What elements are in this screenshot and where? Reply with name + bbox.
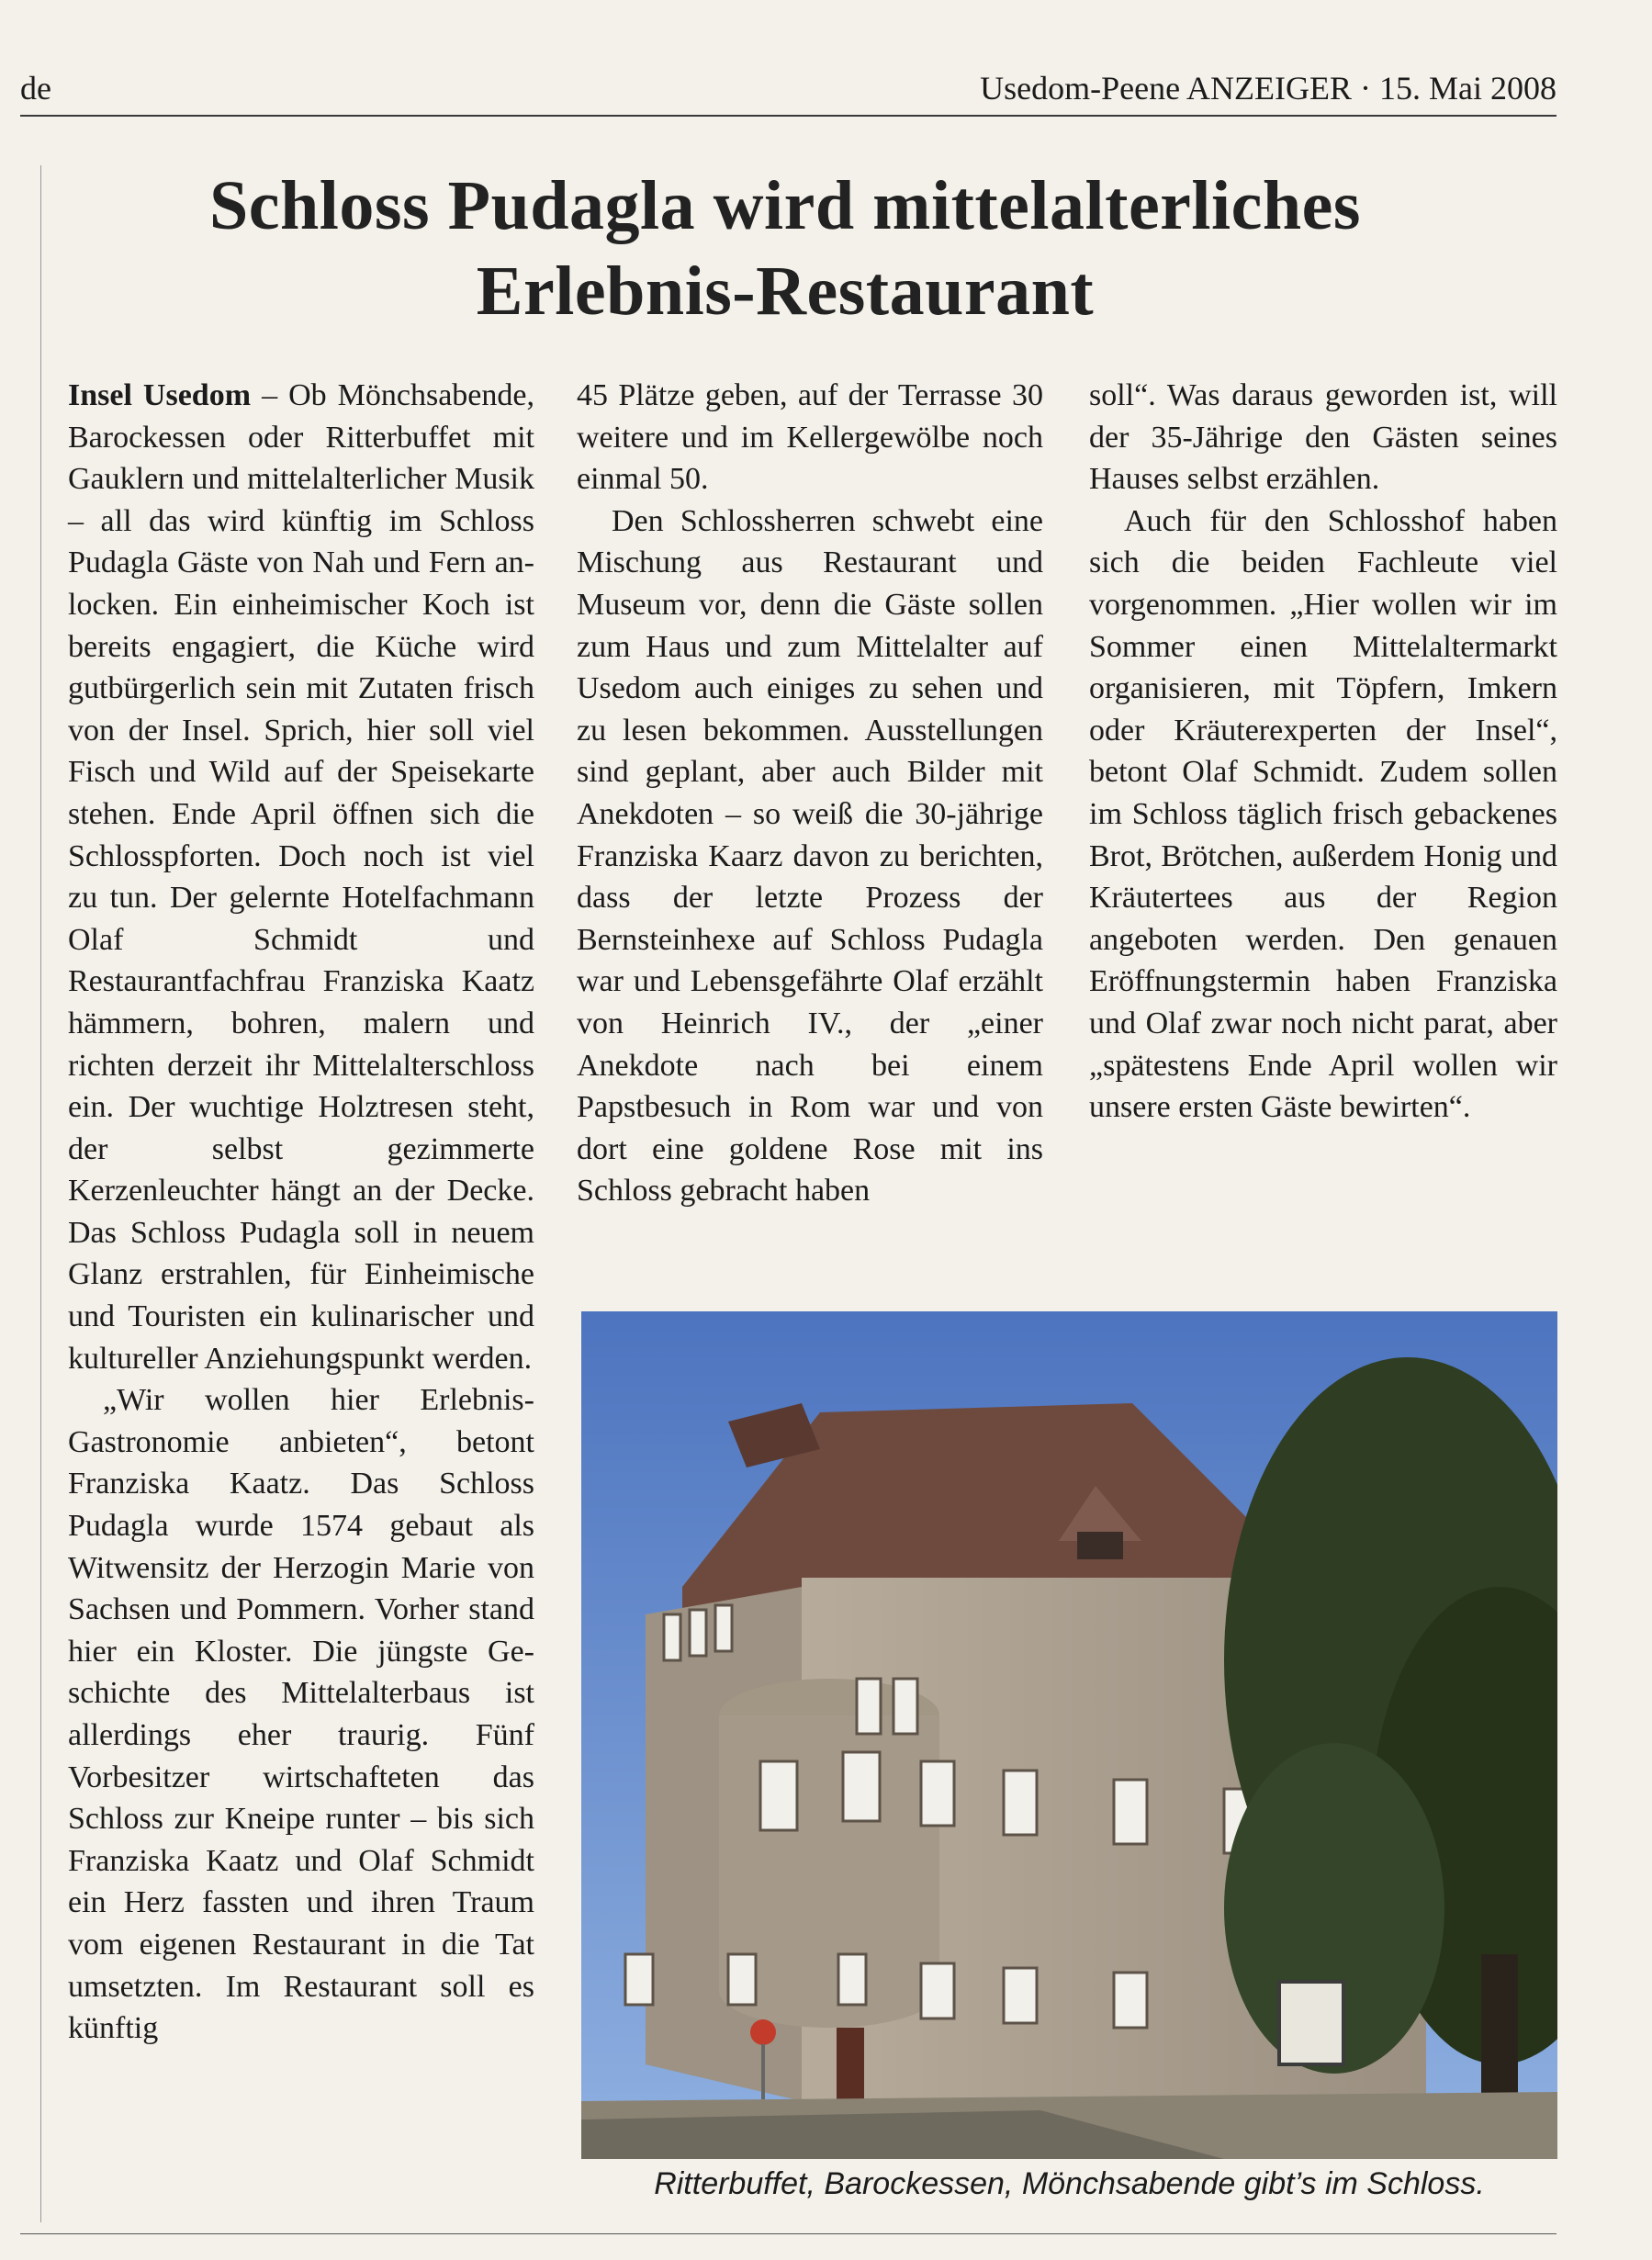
paragraph: Auch für den Schlosshof haben sich die beiden Fachleute viel vorgenommen. „Hier wollen wir im Sommer einen Mittelaltermarkt organisieren, mit Töpfern, Imkern oder Kräuterexperten der Insel“, betont Olaf Schmidt. Zudem sollen im Schloss täglich frisch gebackenes Brot, Brötchen, außerdem Honig und Kräutertees aus der Region angeboten werden. Den genauen Eröffnungstermin haben Franziska und Olaf zwar noch nicht parat, aber „spätestens Ende April wollen wir unsere ersten Gäste bewirten“.: [1089, 503, 1557, 1125]
castle-photo: [581, 1311, 1557, 2159]
paragraph-text: – Ob Mönchsabende, Barockessen oder Ritterbuffet mit Gauklern und mittelalterlicher Musik – all das wird künftig im Schloss Pudagla Gäste von Nah und Fern anlocken. Ein einheimischer Koch ist bereits engagiert, die Küche wird gutbürgerlich sein mit Zutaten frisch von der Insel. Sprich, hier soll viel Fisch und Wild auf der Speisekarte stehen. Ende April öffnen sich die Schlosspforten. Doch noch ist viel zu tun. Der gelernte Hotelfachmann Olaf Schmidt und Restaurantfachfrau Franziska Kaatz hämmern, bohren, malern und richten derzeit ihr Mittelalterschloss ein. Der wuchtige Holztresen steht, der selbst gezimmerte Kerzenleuchter hängt an der Decke. Das Schloss Pudagla soll in neuem Glanz erstrahlen, für Einheimische und Touristen ein kulinarischer und kultureller Anziehungspunkt werden.: [68, 378, 534, 1376]
article-column-2: [577, 375, 1043, 1212]
paragraph: soll“. Was daraus geworden ist, will der 35-Jährige den Gästen seines Hauses selbst erzählen.: [1089, 378, 1557, 497]
article-column-1: [68, 375, 534, 2050]
header-rule: [20, 115, 1556, 117]
castle-photo-icon: [581, 1311, 1557, 2159]
dateline: Insel Usedom: [68, 378, 252, 412]
paragraph: [68, 375, 534, 1379]
bottom-rule: [20, 2233, 1556, 2234]
article-column-3: [1089, 375, 1557, 1129]
section-label: de: [20, 70, 51, 107]
paragraph: „Wir wollen hier Erlebnis-Gastronomie anbieten“, betont Franziska Kaatz. Das Schloss Pudagla wurde 1574 gebaut als Witwensitz der Herzogin Marie von Sachsen und Pommern. Vorher stand hier ein Kloster. Die jüngste Geschichte des Mittelalterbaus ist allerdings eher traurig. Fünf Vorbesitzer wirtschafteten das Schloss zur Kneipe runter – bis sich Franziska Kaatz und Olaf Schmidt ein Herz fassten und ihren Traum vom eigenen Restaurant in die Tat umsetzten. Im Restaurant soll es künftig: [68, 1383, 534, 2046]
headline-line-2: Erlebnis-Restaurant: [476, 253, 1095, 330]
article-headline: [64, 163, 1506, 334]
paragraph: Den Schlossherren schwebt eine Mischung aus Restaurant und Museum vor, denn die Gäste sollen zum Haus und zum Mittelalter auf Usedom auch einiges zu sehen und zu lesen bekommen. Ausstellungen sind geplant, aber auch Bilder mit Anekdoten – so weiß die 30-jährige Franziska Kaarz davon zu berichten, dass der letzte Prozess der Bernsteinhexe auf Schloss Pudagla war und Lebensgefährte Olaf erzählt von Heinrich IV., der „einer Anekdote nach bei einem Papstbesuch in Rom war und von dort eine goldene Rose mit ins Schloss gebracht haben: [577, 503, 1043, 1209]
paragraph: 45 Plätze geben, auf der Terrasse 30 weitere und im Kellergewölbe noch einmal 50.: [577, 378, 1043, 497]
margin-rule: [40, 165, 41, 2222]
photo-caption: Ritterbuffet, Barockessen, Mönchsabende gibt’s im Schloss.: [654, 2166, 1485, 2201]
headline-line-1: Schloss Pudagla wird mittelalterliches: [209, 167, 1361, 244]
publication-dateline: Usedom-Peene ANZEIGER · 15. Mai 2008: [980, 70, 1556, 107]
